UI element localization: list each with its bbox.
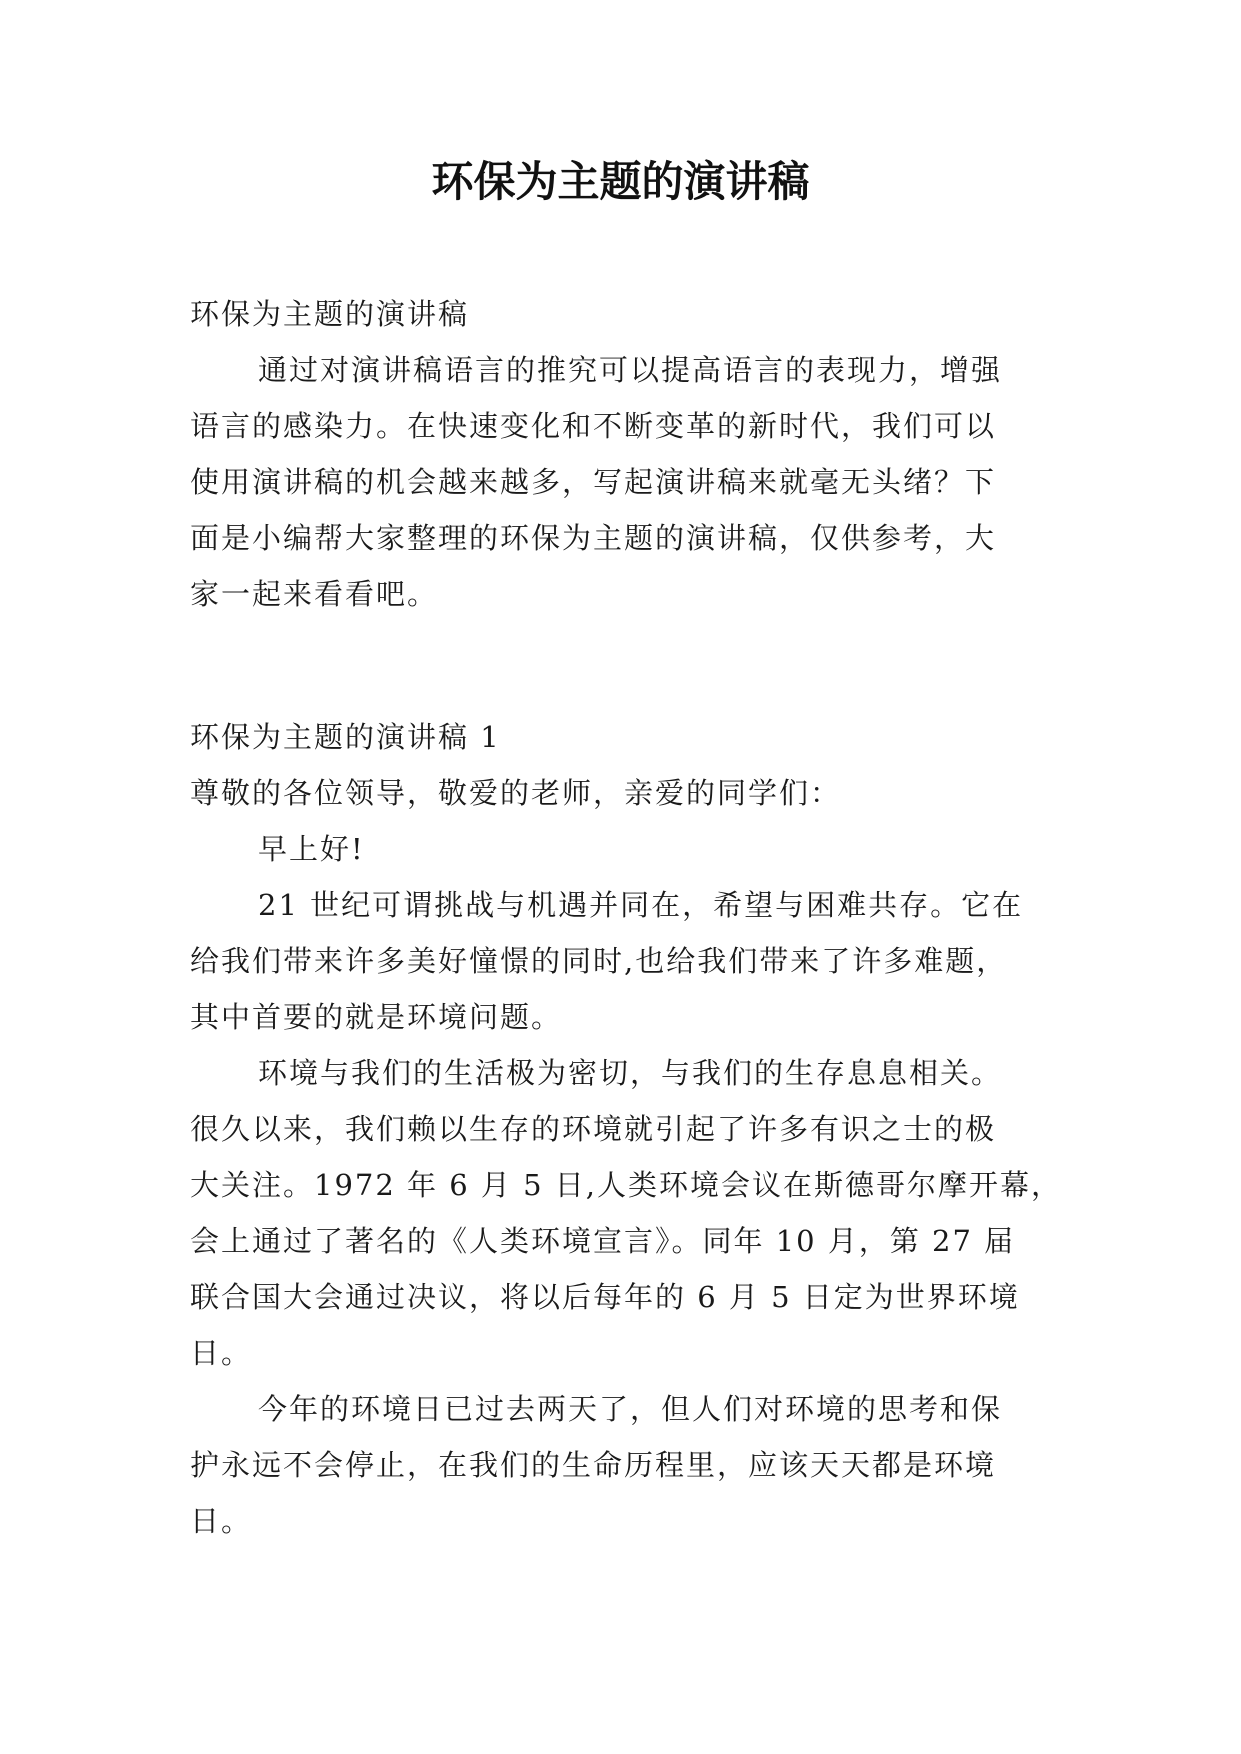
paragraph-3 [190,1381,1068,1549]
paragraph-1 [190,877,1068,1045]
document-title: 环保为主题的演讲稿 [431,157,810,206]
intro-line: 家一起来看看吧。 [190,577,439,611]
intro-line: 面是小编帮大家整理的环保为主题的演讲稿，仅供参考，大 [190,521,997,555]
paragraph-line: 日。 [190,1336,253,1370]
paragraph-line: 给我们带来许多美好憧憬的同时,也给我们带来了许多难题， [190,944,1008,978]
salutation: 尊敬的各位领导，敬爱的老师，亲爱的同学们： [190,776,842,810]
paragraph-line: 今年的环境日已过去两天了，但人们对环境的思考和保 [258,1392,1003,1426]
section-title: 环保为主题的演讲稿 1 [190,720,501,754]
paragraph-line: 护永远不会停止，在我们的生命历程里，应该天天都是环境 [190,1448,997,1482]
paragraph-line: 联合国大会通过决议，将以后每年的 6 月 5 日定为世界环境 [190,1280,1020,1314]
intro-line: 使用演讲稿的机会越来越多，写起演讲稿来就毫无头绪？下 [190,465,997,499]
intro-line: 通过对演讲稿语言的推究可以提高语言的表现力，增强 [258,353,1003,387]
paragraph-line: 会上通过了著名的《人类环境宣言》。同年 10 月，第 27 届 [190,1224,1016,1258]
paragraph-2 [190,1045,1068,1381]
paragraph-line: 很久以来，我们赖以生存的环境就引起了许多有识之士的极 [190,1112,997,1146]
greeting: 早上好! [258,832,365,866]
intro-paragraph [190,342,1068,622]
section-spacer [190,622,1068,709]
heading-line: 环保为主题的演讲稿 [190,297,470,331]
intro-line: 语言的感染力。在快速变化和不断变革的新时代，我们可以 [190,409,997,443]
paragraph-line: 环境与我们的生活极为密切，与我们的生存息息相关。 [258,1056,1003,1090]
paragraph-line: 21 世纪可谓挑战与机遇并同在，希望与困难共存。它在 [258,888,1024,922]
paragraph-line: 其中首要的就是环境问题。 [190,1000,563,1034]
document-body [190,286,1068,1549]
paragraph-line: 日。 [190,1504,253,1538]
paragraph-line: 大关注。1972 年 6 月 5 日,人类环境会议在斯德哥尔摩开幕， [190,1168,1063,1202]
